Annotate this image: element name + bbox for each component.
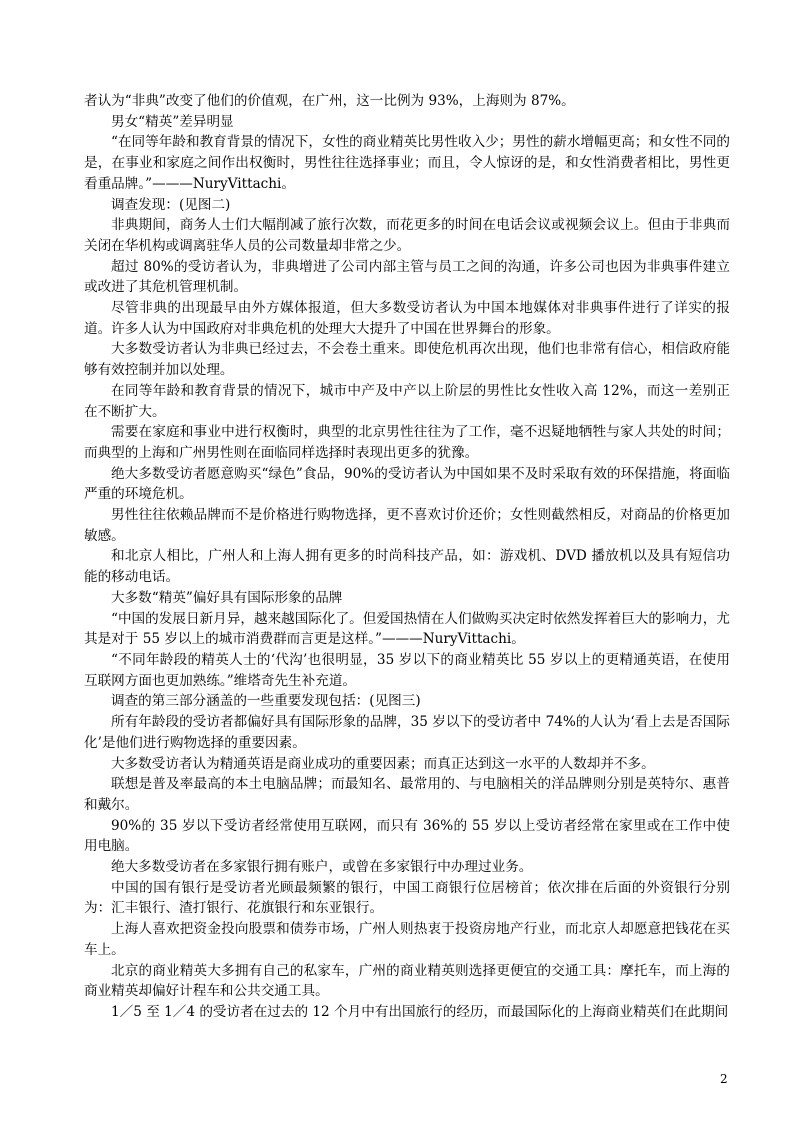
paragraph: 调查的第三部分涵盖的一些重要发现包括：(见图三)	[111, 693, 421, 710]
quote-paragraph: “中国的发展日新月异，越来越国际化了。但爱国热情在人们做购买决定时依然发挥着巨大的影响力，尤其是对于 55 岁以上的城市消费群而言更是这样。”———NuryVittachi。	[84, 610, 730, 648]
section-heading: 男女“精英”差异明显	[111, 113, 234, 130]
section-heading: 大多数“精英”偏好具有国际形象的品牌	[111, 589, 343, 606]
paragraph: 所有年龄段的受访者都偏好具有国际形象的品牌，35 岁以下的受访者中 74%的人认为‘看上去是否国际化’是他们进行购物选择的重要因素。	[84, 714, 730, 751]
paragraph: 需要在家庭和事业中进行权衡时，典型的北京男性往往为了工作，毫不迟疑地牺牲与家人共处的时间；而典型的上海和广州男性则在面临同样选择时表现出更多的犹豫。	[84, 424, 730, 461]
paragraph: 联想是普及率最高的本土电脑品牌；而最知名、最常用的、与电脑相关的洋品牌则分别是英特尔、惠普和戴尔。	[84, 776, 730, 813]
quote-paragraph: “在同等年龄和教育背景的情况下，女性的商业精英比男性收入少；男性的薪水增幅更高；和女性不同的是，在事业和家庭之间作出权衡时，男性往往选择事业；而且，令人惊讶的是，和女性消费者相比，男性更看重品牌。”———NuryVittachi。	[84, 134, 730, 192]
paragraph: 中国的国有银行是受访者光顾最频繁的银行，中国工商银行位居榜首；依次排在后面的外资银行分别为：汇丰银行、渣打银行、花旗银行和东亚银行。	[84, 879, 730, 917]
paragraph: 超过 80%的受访者认为，非典增进了公司内部主管与员工之间的沟通，许多公司也因为非典事件建立或改进了其危机管理机制。	[84, 258, 730, 296]
paragraph: 在同等年龄和教育背景的情况下，城市中产及中产以上阶层的男性比女性收入高 12%，而这一差别正在不断扩大。	[84, 382, 730, 420]
paragraph: 大多数受访者认为非典已经过去，不会卷土重来。即使危机再次出现，他们也非常有信心，相信政府能够有效控制并加以处理。	[84, 341, 730, 379]
quote-paragraph: “不同年龄段的精英人士的‘代沟’也很明显，35 岁以下的商业精英比 55 岁以上的更精通英语，在使用互联网方面也更加熟练。”维塔奇先生补充道。	[84, 651, 730, 689]
page-number: 2	[720, 1072, 728, 1086]
paragraph: 北京的商业精英大多拥有自己的私家车，广州的商业精英则选择更便宜的交通工具：摩托车，而上海的商业精英却偏好计程车和公共交通工具。	[84, 962, 730, 1000]
paragraph: 绝大多数受访者愿意购买“绿色”食品，90%的受访者认为中国如果不及时采取有效的环保措施，将面临严重的环境危机。	[84, 465, 730, 503]
body-text	[84, 91, 730, 1023]
paragraph: 绝大多数受访者在多家银行拥有账户，或曾在多家银行中办理过业务。	[111, 859, 533, 876]
paragraph: 90%的 35 岁以下受访者经常使用互联网，而只有 36%的 55 岁以上受访者经常在家里或在工作中使用电脑。	[84, 817, 730, 855]
paragraph: 上海人喜欢把资金投向股票和债券市场，广州人则热衷于投资房地产行业，而北京人却愿意把钱花在买车上。	[84, 921, 730, 958]
paragraph: 和北京人相比，广州人和上海人拥有更多的时尚科技产品，如：游戏机、DVD 播放机以及具有短信功能的移动电话。	[84, 548, 730, 586]
paragraph: 大多数受访者认为精通英语是商业成功的重要因素；而真正达到这一水平的人数却并不多。	[111, 755, 655, 772]
paragraph: 1／5 至 1／4 的受访者在过去的 12 个月中有出国旅行的经历，而最国际化的上海商业精英们在此期间	[111, 1003, 729, 1020]
paragraph: 非典期间，商务人士们大幅削减了旅行次数，而花更多的时间在电话会议或视频会议上。但由于非典而关闭在华机构或调离驻华人员的公司数量却非常之少。	[84, 217, 730, 254]
paragraph: 调查发现：(见图二)	[111, 196, 231, 213]
paragraph: 者认为“非典”改变了他们的价值观，在广州，这一比例为 93%，上海则为 87%。	[84, 93, 575, 109]
paragraph: 尽管非典的出现最早由外方媒体报道，但大多数受访者认为中国本地媒体对非典事件进行了详实的报道。许多人认为中国政府对非典危机的处理大大提升了中国在世界舞台的形象。	[84, 300, 730, 337]
paragraph: 男性往往依赖品牌而不是价格进行购物选择，更不喜欢讨价还价；女性则截然相反，对商品的价格更加敏感。	[84, 507, 730, 544]
